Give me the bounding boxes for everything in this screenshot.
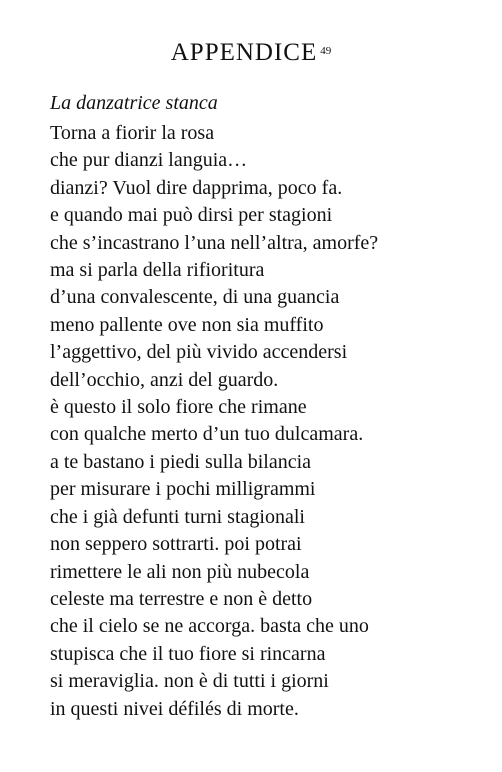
poem-title: La danzatrice stanca (50, 92, 218, 114)
poem-line: si meraviglia. non è di tutti i giorni (50, 670, 329, 693)
poem-line: con qualche merto d’un tuo dulcamara. (50, 423, 364, 446)
note-number: 49 (320, 45, 332, 57)
poem-line: celeste ma terrestre e non è detto (50, 587, 313, 610)
poem-line: ma si parla della rifioritura (50, 259, 265, 282)
poem-line: che i già defunti turni stagionali (50, 505, 305, 528)
poem-line: per misurare i pochi milligrammi (50, 478, 316, 501)
poem-line: d’una convalescente, di una guancia (50, 286, 340, 309)
section-title: APPENDICE (170, 39, 318, 66)
poem-line: in questi nivei défilés di morte. (50, 697, 299, 720)
poem-line: che pur dianzi languia… (50, 149, 248, 172)
poem-line: che il cielo se ne accorga. basta che uno (50, 615, 369, 638)
poem-line: è questo il solo fiore che rimane (50, 396, 307, 419)
poem-line: a te bastano i piedi sulla bilancia (50, 450, 312, 473)
poem-line: dell’occhio, anzi del guardo. (50, 368, 279, 391)
poem-line: non seppero sottrarti. poi potrai (50, 533, 302, 556)
poem-body (50, 120, 490, 723)
poem-line: Torna a fiorir la rosa (50, 122, 215, 144)
poem-line: rimettere le ali non più nubecola (50, 560, 310, 583)
poem-line: l’aggettivo, del più vivido accendersi (50, 341, 348, 364)
poem-line: che s’incastrano l’una nell’altra, amorfe? (50, 231, 379, 254)
poem-line: dianzi? Vuol dire dapprima, poco fa. (50, 176, 343, 199)
poem-line: stupisca che il tuo fiore si rincarna (50, 642, 326, 665)
poem-line: meno pallente ove non sia muffito (50, 313, 324, 336)
poem-line: e quando mai può dirsi per stagioni (50, 204, 333, 227)
page-heading (0, 38, 502, 68)
